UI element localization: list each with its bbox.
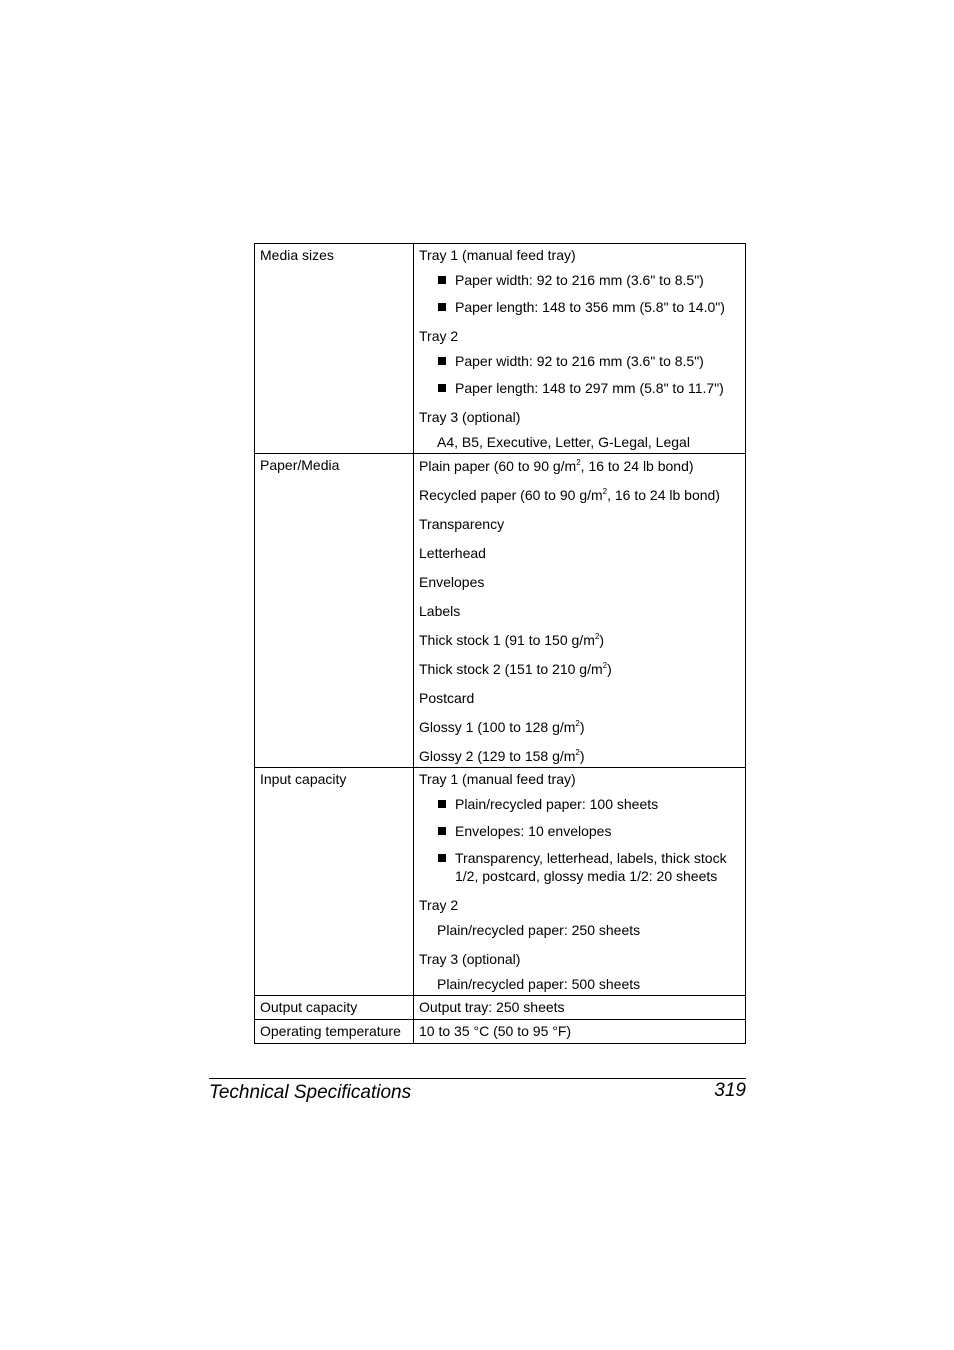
media-tray1-length-text: Paper length: 148 to 356 mm (5.8" to 14.0") (455, 299, 725, 315)
input-tray1-other-text: Transparency, letterhead, labels, thick stock 1/2, postcard, glossy media 1/2: 20 sheets (455, 850, 727, 884)
paper-thick2-text-end: ) (607, 661, 612, 677)
paper-thick-stock-1 (419, 629, 739, 658)
superscript: 2 (602, 487, 608, 496)
media-tray1-heading: Tray 1 (manual feed tray) (419, 247, 576, 263)
paper-letterhead: Letterhead (419, 545, 486, 561)
media-tray2-length-text: Paper length: 148 to 297 mm (5.8" to 11.7") (455, 380, 724, 396)
input-tray1-plain-text: Plain/recycled paper: 100 sheets (455, 796, 659, 812)
footer-divider (209, 1078, 746, 1079)
media-tray2-length-item (419, 379, 739, 406)
paper-transparency: Transparency (419, 516, 505, 532)
page-number: 319 (714, 1080, 746, 1101)
table-row-output-capacity (255, 996, 746, 1020)
media-tray2-width-text: Paper width: 92 to 216 mm (3.6" to 8.5") (455, 353, 704, 369)
media-tray1-width-item (419, 271, 739, 298)
input-tray2-heading: Tray 2 (419, 897, 459, 913)
paper-envelopes: Envelopes (419, 574, 485, 590)
media-tray3-heading: Tray 3 (optional) (419, 409, 521, 425)
superscript: 2 (576, 458, 581, 467)
superscript: 2 (594, 632, 600, 641)
input-tray1-other-item (419, 849, 739, 894)
input-tray3-heading: Tray 3 (optional) (419, 951, 521, 967)
paper-thick2-text: Thick stock 2 (151 to 210 g/m (419, 661, 603, 677)
bullet-square-icon (438, 384, 446, 392)
value-media-sizes (414, 244, 746, 454)
bullet-square-icon (438, 800, 446, 808)
input-tray3-plain: Plain/recycled paper: 500 sheets (437, 976, 641, 992)
paper-postcard: Postcard (419, 690, 475, 706)
label-input-capacity: Input capacity (255, 768, 414, 996)
media-tray1-length-item (419, 298, 739, 325)
table-row-input-capacity (255, 768, 746, 996)
superscript: 2 (575, 719, 580, 728)
input-tray1-envelopes-text: Envelopes: 10 envelopes (455, 823, 612, 839)
paper-plain (419, 454, 739, 484)
media-tray2-width-item (419, 352, 739, 379)
input-tray1-plain-item (419, 795, 739, 822)
paper-glossy1-text: Glossy 1 (100 to 128 g/m (419, 719, 576, 735)
paper-thick-stock-2 (419, 658, 739, 687)
bullet-square-icon (438, 276, 446, 284)
paper-glossy1-text-end: ) (579, 719, 585, 735)
bullet-square-icon (438, 357, 446, 365)
paper-recycled (419, 484, 739, 513)
table-row-paper-media (255, 454, 746, 768)
paper-glossy2-text-end: ) (579, 748, 585, 764)
media-tray3-sizes: A4, B5, Executive, Letter, G-Legal, Legal (437, 434, 690, 450)
paper-recycled-text-end: , 16 to 24 lb bond) (607, 487, 720, 503)
paper-thick1-text: Thick stock 1 (91 to 150 g/m (419, 632, 595, 648)
table-row-operating-temperature (255, 1020, 746, 1044)
input-tray1-heading: Tray 1 (manual feed tray) (419, 771, 576, 787)
bullet-square-icon (438, 854, 446, 862)
value-operating-temperature: 10 to 35 °C (50 to 95 °F) (414, 1020, 746, 1044)
paper-labels: Labels (419, 603, 461, 619)
value-input-capacity (414, 768, 746, 996)
paper-plain-text: Plain paper (60 to 90 g/m (419, 458, 577, 474)
value-paper-media (414, 454, 746, 768)
superscript: 2 (575, 748, 580, 757)
paper-plain-text-end: , 16 to 24 lb bond) (580, 458, 694, 474)
label-output-capacity: Output capacity (255, 996, 414, 1020)
input-tray1-envelopes-item (419, 822, 739, 849)
superscript: 2 (602, 661, 608, 670)
media-tray2-heading: Tray 2 (419, 328, 459, 344)
label-paper-media: Paper/Media (255, 454, 414, 768)
label-media-sizes: Media sizes (255, 244, 414, 454)
bullet-square-icon (438, 303, 446, 311)
media-tray1-width-text: Paper width: 92 to 216 mm (3.6" to 8.5") (455, 272, 704, 288)
paper-glossy-1 (419, 716, 739, 745)
paper-recycled-text: Recycled paper (60 to 90 g/m (419, 487, 603, 503)
paper-glossy2-text: Glossy 2 (129 to 158 g/m (419, 748, 576, 764)
specifications-table (254, 243, 746, 1044)
paper-thick1-text-end: ) (599, 632, 604, 648)
bullet-square-icon (438, 827, 446, 835)
footer-title: Technical Specifications (209, 1082, 412, 1103)
input-tray2-plain: Plain/recycled paper: 250 sheets (437, 922, 641, 938)
paper-glossy-2 (419, 745, 739, 767)
value-output-capacity: Output tray: 250 sheets (414, 996, 746, 1020)
table-row-media-sizes (255, 244, 746, 454)
label-operating-temperature: Operating temperature (255, 1020, 414, 1044)
